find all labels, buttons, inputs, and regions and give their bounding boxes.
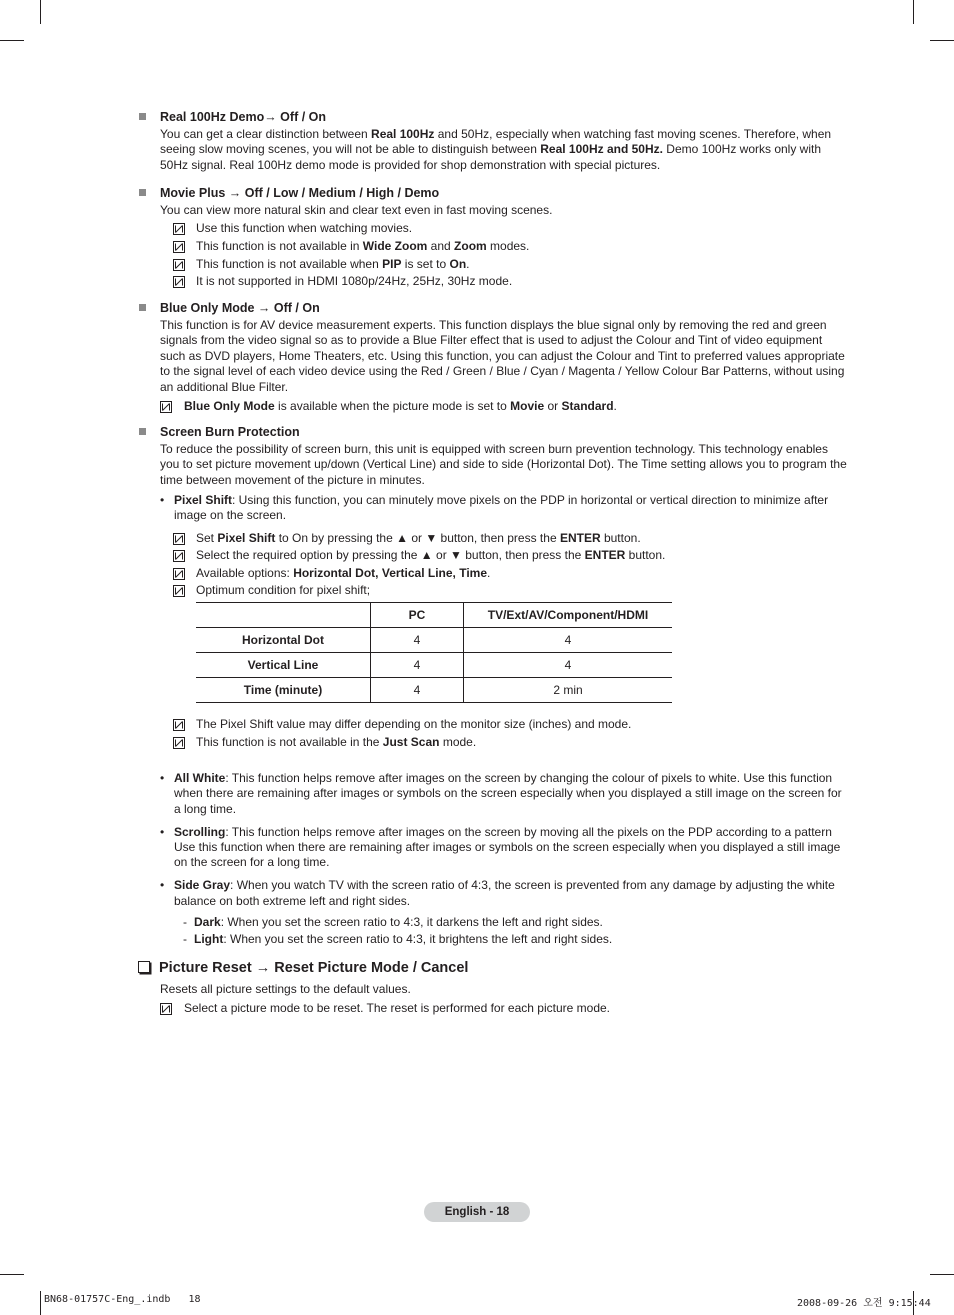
table-header-row	[196, 603, 672, 628]
table-row-label: Time (minute)	[196, 678, 371, 703]
note-icon	[173, 241, 185, 253]
table-cell: 4	[371, 678, 464, 703]
table-cell: 4	[464, 653, 673, 678]
crop-mark	[930, 1274, 954, 1275]
note: This function is not available when PIP is set to On.	[138, 256, 848, 274]
section-body: To reduce the possibility of screen burn, this unit is equipped with screen burn prevention technology. This technology enables you to set picture movement up/down (Vertical Line) and side to side (Horizontal Dot). The Time setting allows you to program the time between movement of the picture in minutes.	[160, 442, 847, 487]
crop-mark	[40, 0, 41, 24]
section-body: This function is for AV device measurement experts. This function displays the blue signal only by removing the red and green signals from the video signal so as to provide a Blue Filter effect that is used to adjust the Colour and Tint of video equipment such as DVD players, Home Theaters, etc. Using this function, you can adjust the Colour and Tint to preferred values appropriate to the signal level of each video device using the Red / Green / Blue / Cyan / Magenta / Yellow Colour Bar Patterns, without using an additional Blue Filter.	[160, 318, 845, 394]
table-row	[196, 628, 672, 653]
note: Select the required option by pressing the ▲ or ▼ button, then press the ENTER button.	[138, 547, 848, 565]
note: Blue Only Mode is available when the picture mode is set to Movie or Standard.	[160, 398, 848, 416]
note: Available options: Horizontal Dot, Vertical Line, Time.	[138, 565, 848, 583]
crop-mark	[0, 40, 24, 41]
crop-mark	[0, 1274, 24, 1275]
note-icon	[160, 401, 172, 413]
section-picture-reset	[138, 982, 848, 1018]
note: Set Pixel Shift to On by pressing the ▲ or ▼ button, then press the ENTER button.	[138, 530, 848, 548]
table-row-label: Horizontal Dot	[196, 628, 371, 653]
picture-reset-title: Picture Reset → Reset Picture Mode / Cancel	[138, 958, 468, 978]
note: Use this function when watching movies.	[138, 220, 848, 238]
square-bullet-icon	[139, 304, 146, 311]
table-row	[196, 678, 672, 703]
square-bullet-icon	[139, 428, 146, 435]
table-row	[196, 653, 672, 678]
note-icon	[173, 737, 185, 749]
note: It is not supported in HDMI 1080p/24Hz, 25Hz, 30Hz mode.	[138, 273, 848, 291]
section-real-100hz-demo	[138, 109, 848, 173]
section-title: Screen Burn Protection	[138, 424, 848, 440]
note-icon	[173, 533, 185, 545]
note-icon	[173, 259, 185, 271]
table-header-cell: TV/Ext/AV/Component/HDMI	[464, 603, 673, 628]
table-header-cell: PC	[371, 603, 464, 628]
table-cell: 4	[371, 628, 464, 653]
section-title: Real 100Hz Demo→ Off / On	[138, 109, 848, 125]
square-bullet-icon	[139, 189, 146, 196]
footer-datetime: 2008-09-26 오전 9:15:44	[797, 1298, 931, 1309]
square-bullet-icon	[139, 113, 146, 120]
note-icon	[173, 719, 185, 731]
table-header-cell	[196, 603, 371, 628]
bullet-scrolling: • Scrolling: This function helps remove after images on the screen by moving all the pixels on the PDP according to a pattern Use this function when there are remaining after images or symbols on the screen especially when you displayed a still image on the screen for a long time.	[160, 824, 841, 870]
crop-mark	[40, 1291, 41, 1315]
section-screen-burn-continued	[138, 716, 848, 948]
note: The Pixel Shift value may differ depending on the monitor size (inches) and mode.	[138, 716, 848, 734]
note-icon	[160, 1003, 172, 1015]
checkbox-icon	[138, 961, 150, 973]
page-number-label: English - 18	[424, 1202, 530, 1222]
bullet-all-white: • All White: This function helps remove after images on the screen by changing the colour of pixels to white. Use this function when there are remaining after images or symbols on the screen especially when you displayed a still image on the screen for a long time.	[160, 771, 842, 816]
note-icon	[173, 550, 185, 562]
crop-mark	[930, 40, 954, 41]
section-body: Resets all picture settings to the default values.	[160, 982, 411, 996]
note-icon	[173, 585, 185, 597]
section-movie-plus	[138, 185, 848, 291]
section-blue-only-mode	[138, 300, 848, 416]
note-icon	[173, 223, 185, 235]
table-cell: 2 min	[464, 678, 673, 703]
table-cell: 4	[371, 653, 464, 678]
section-body: You can get a clear distinction between Real 100Hz and 50Hz, especially when watching fast moving scenes. Therefore, when seeing slow moving scenes, you will not be able to distinguish between Real 100Hz and 50Hz. Demo 100Hz works only with 50Hz signal. Real 100Hz demo mode is provided for shop demonstration with special pictures.	[160, 127, 832, 172]
note: This function is not available in the Just Scan mode.	[138, 734, 848, 752]
note-icon	[173, 568, 185, 580]
note: Select a picture mode to be reset. The reset is performed for each picture mode.	[160, 1000, 848, 1018]
section-screen-burn-protection	[138, 424, 848, 600]
note: This function is not available in Wide Zoom and Zoom modes.	[138, 238, 848, 256]
pixel-shift-table	[196, 602, 672, 703]
bullet-side-gray: • Side Gray: When you watch TV with the screen ratio of 4:3, the screen is prevented from any damage by adjusting the white balance on both extreme left and right sides.	[160, 878, 835, 908]
table-row-label: Vertical Line	[196, 653, 371, 678]
footer-filename: BN68-01757C-Eng_.indb 18	[44, 1294, 201, 1305]
note: Optimum condition for pixel shift;	[138, 582, 848, 600]
dash-item-light: - Light: When you set the screen ratio to 4:3, it brightens the left and right sides.	[183, 931, 613, 946]
bullet-pixel-shift: • Pixel Shift: Using this function, you can minutely move pixels on the PDP in horizontal or vertical direction to minimize after image on the screen.	[160, 493, 829, 523]
dash-item-dark: - Dark: When you set the screen ratio to 4:3, it darkens the left and right sides.	[183, 914, 603, 929]
table-cell: 4	[464, 628, 673, 653]
note-icon	[173, 276, 185, 288]
section-title: Movie Plus → Off / Low / Medium / High / Demo	[138, 185, 848, 201]
section-body: You can view more natural skin and clear text even in fast moving scenes.	[160, 203, 553, 217]
crop-mark	[913, 0, 914, 24]
section-title: Blue Only Mode → Off / On	[138, 300, 848, 316]
